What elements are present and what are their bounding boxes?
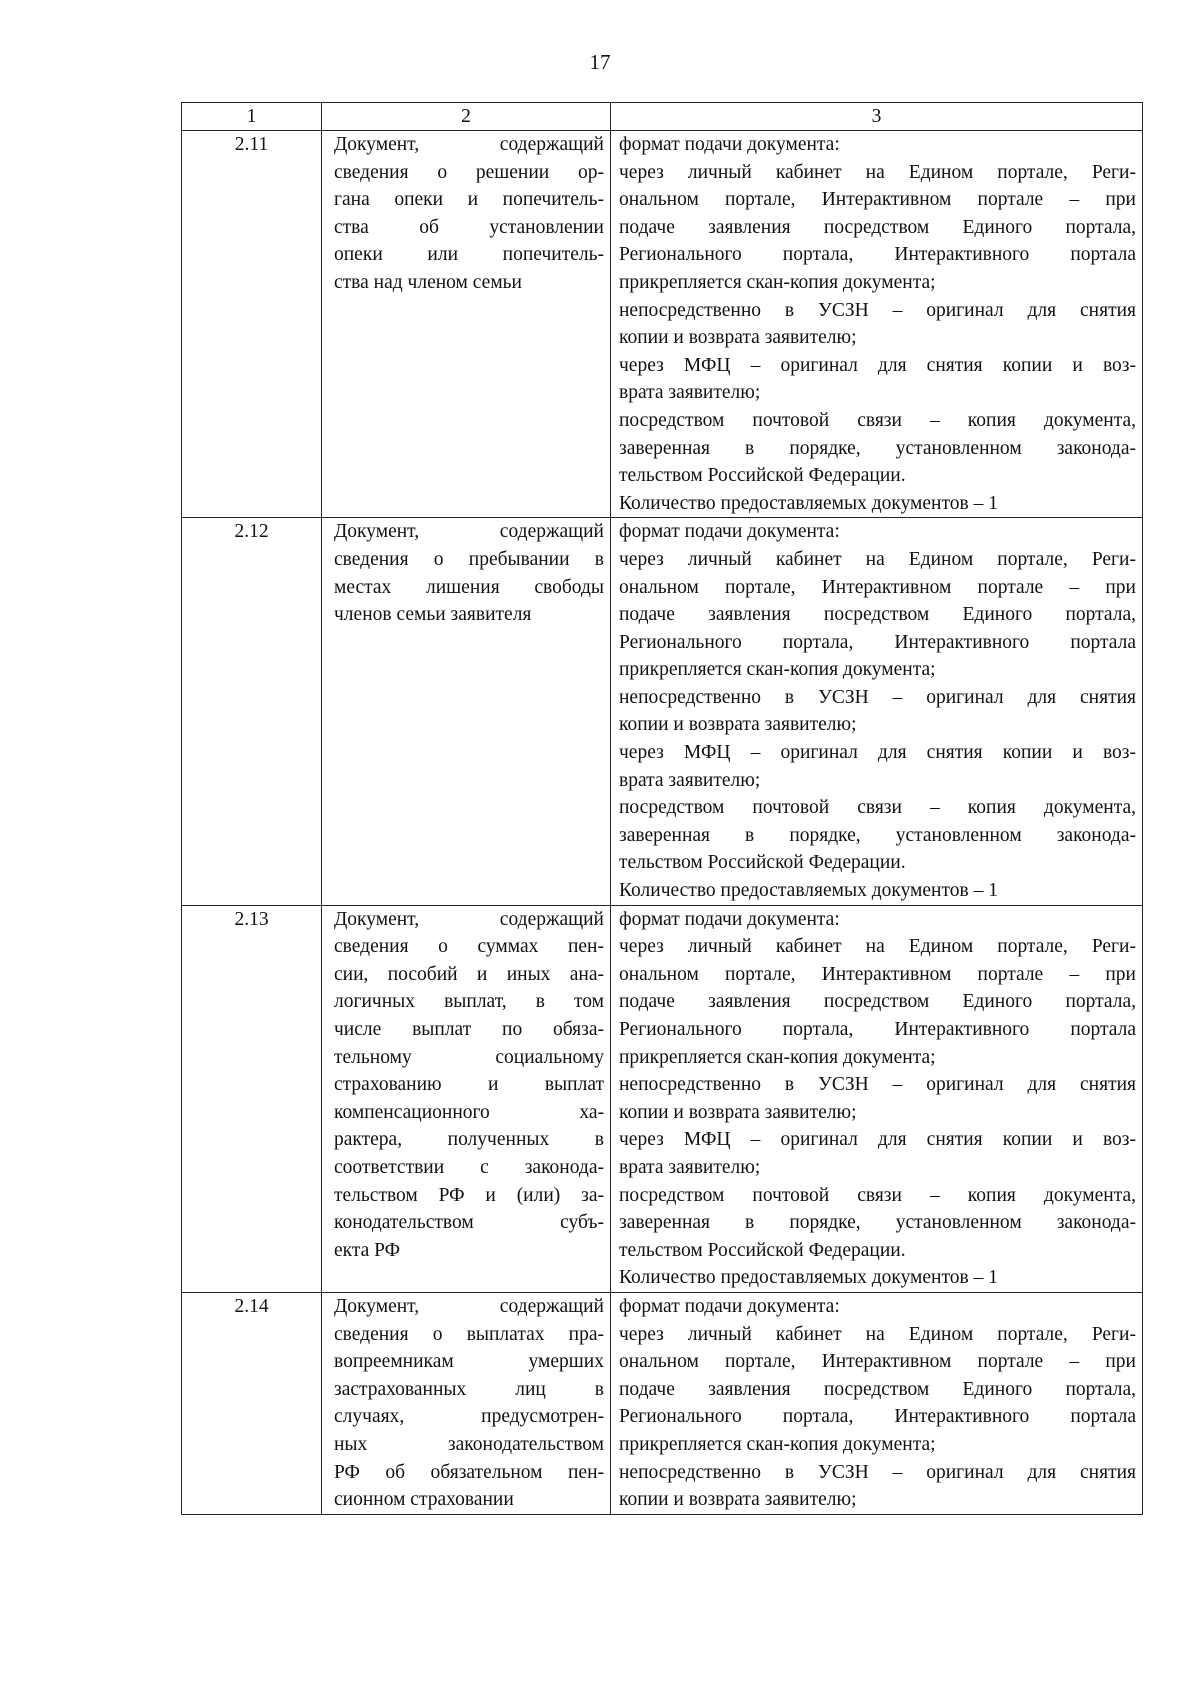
details-line: ональном портале, Интерактивном портале – при [619,1351,1136,1373]
description-line: числе выплат по обяза- [334,1019,604,1040]
description-line: РФ об обязательном пен- [334,1461,604,1483]
details-line: ональном портале, Интерактивном портале – при [619,963,1136,985]
details-line: подаче заявления посредством Единого портала, [619,604,1136,626]
description-line: ных законодательством [334,1433,604,1455]
header-cell-3: 3 [611,103,1143,131]
description-line: конодательством субъ- [334,1212,604,1234]
document-description [322,518,611,905]
details-line: Регионального портала, Интерактивного портала [619,244,1136,266]
details-line: ональном портале, Интерактивном портале – при [619,189,1136,211]
details-line: через личный кабинет на Едином портале, Реги- [619,1323,1136,1345]
details-line: непосредственно в УСЗН – оригинал для снятия [619,1461,1136,1483]
description-line: гана опеки и попечитель- [334,189,604,211]
details-line: посредством почтовой связи – копия документа, [619,797,1136,819]
document-description [322,1292,611,1514]
details-line: прикрепляется скан-копия документа; [619,271,936,293]
description-line: страхованию и выплат [334,1074,604,1096]
details-line: копии и возврата заявителю; [619,1489,857,1511]
table-header-row [182,103,1143,131]
details-line: Регионального портала, Интерактивного портала [619,631,1136,653]
description-line: застрахованных лиц в [334,1378,604,1400]
description-line: екта РФ [334,1239,401,1261]
row-number: 2.12 [182,518,322,905]
table-body [182,103,1143,1515]
header-cell-1: 1 [182,103,322,131]
description-line: сионном страховании [334,1489,514,1511]
description-line: местах лишения свободы [334,576,604,598]
details-line: копии и возврата заявителю; [619,714,857,736]
table-row [182,1292,1143,1514]
details-line: врата заявителю; [619,769,761,791]
details-line: врата заявителю; [619,382,761,404]
details-line: тельством Российской Федерации. [619,465,906,487]
description-line: тельному социальному [334,1046,604,1068]
details-line: через МФЦ – оригинал для снятия копии и воз- [619,354,1136,376]
details-line: заверенная в порядке, установленном законода- [619,437,1136,459]
row-number: 2.14 [182,1292,322,1514]
details-line: заверенная в порядке, установленном законода- [619,824,1136,846]
description-line: членов семьи заявителя [334,604,532,626]
description-line: тельством РФ и (или) за- [334,1184,604,1206]
submission-details [611,518,1143,905]
row-number: 2.13 [182,905,322,1292]
description-line: ства об установлении [334,216,604,238]
details-line: непосредственно в УСЗН – оригинал для снятия [619,299,1136,321]
documents-table [181,102,1143,1515]
description-line: случаях, предусмотрен- [334,1406,604,1428]
table-row [182,131,1143,518]
details-line: подаче заявления посредством Единого портала, [619,1378,1136,1400]
submission-details [611,131,1143,518]
details-line: непосредственно в УСЗН – оригинал для снятия [619,1074,1136,1096]
details-line: Количество предоставляемых документов – 1 [619,880,998,902]
submission-details [611,905,1143,1292]
row-number: 2.11 [182,131,322,518]
description-line: Документ, содержащий [334,521,604,543]
description-line: вопреемникам умерших [334,1351,604,1373]
details-line: прикрепляется скан-копия документа; [619,1046,936,1068]
document-description [322,131,611,518]
description-line: сведения о пребывании в [334,548,604,570]
details-line: через личный кабинет на Едином портале, Реги- [619,161,1136,183]
details-line: заверенная в порядке, установленном законода- [619,1212,1136,1234]
document-description [322,905,611,1292]
description-line: сведения о решении ор- [334,161,604,183]
details-line: подаче заявления посредством Единого портала, [619,991,1136,1013]
details-line: тельством Российской Федерации. [619,852,906,874]
details-line: формат подачи документа: [619,521,840,543]
details-line: врата заявителю; [619,1156,761,1178]
details-line: через личный кабинет на Едином портале, Реги- [619,548,1136,570]
details-line: прикрепляется скан-копия документа; [619,1433,936,1455]
description-line: ства над членом семьи [334,271,522,293]
details-line: через личный кабинет на Едином портале, Реги- [619,936,1136,958]
details-line: формат подачи документа: [619,134,840,155]
header-cell-2: 2 [322,103,611,131]
details-line: ональном портале, Интерактивном портале – при [619,576,1136,598]
details-line: непосредственно в УСЗН – оригинал для снятия [619,686,1136,708]
details-line: прикрепляется скан-копия документа; [619,659,936,681]
details-line: тельством Российской Федерации. [619,1239,906,1261]
description-line: сведения о выплатах пра- [334,1323,604,1345]
details-line: посредством почтовой связи – копия документа, [619,409,1136,431]
details-line: Количество предоставляемых документов – 1 [619,492,998,514]
description-line: Документ, содержащий [334,1295,604,1317]
description-line: компенсационного ха- [334,1101,604,1123]
table-row [182,905,1143,1292]
description-line: сии, пособий и иных ана- [334,963,604,985]
details-line: через МФЦ – оригинал для снятия копии и воз- [619,742,1136,764]
description-line: соответствии с законода- [334,1156,604,1178]
table-row [182,518,1143,905]
description-line: логичных выплат, в том [334,991,604,1013]
details-line: посредством почтовой связи – копия документа, [619,1184,1136,1206]
description-line: Документ, содержащий [334,134,604,155]
details-line: Регионального портала, Интерактивного портала [619,1019,1136,1040]
details-line: подаче заявления посредством Единого портала, [619,216,1136,238]
details-line: формат подачи документа: [619,1295,840,1317]
details-line: Регионального портала, Интерактивного портала [619,1406,1136,1428]
submission-details [611,1292,1143,1514]
details-line: копии и возврата заявителю; [619,1101,857,1123]
page-number: 17 [589,50,611,74]
description-line: опеки или попечитель- [334,244,604,266]
description-line: Документ, содержащий [334,908,604,930]
details-line: через МФЦ – оригинал для снятия копии и воз- [619,1129,1136,1151]
details-line: Количество предоставляемых документов – 1 [619,1267,998,1289]
details-line: формат подачи документа: [619,908,840,930]
description-line: сведения о суммах пен- [334,936,604,958]
description-line: рактера, полученных в [334,1129,604,1151]
details-line: копии и возврата заявителю; [619,327,857,349]
